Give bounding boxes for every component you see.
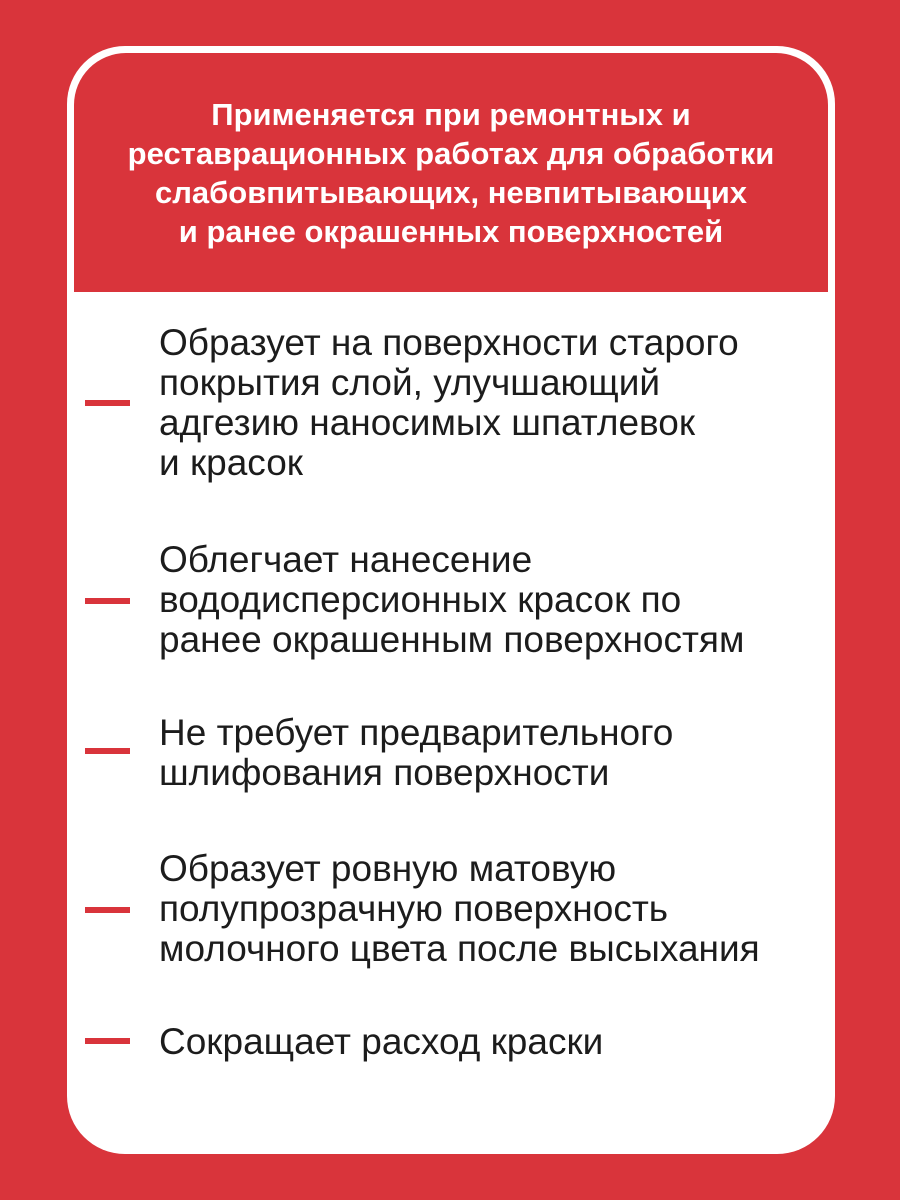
dash-icon — [85, 907, 130, 913]
dash-icon — [85, 598, 130, 604]
feature-text: Образует ровную матовую полупрозрачную поверхность молочного цвета после высыхания — [159, 848, 760, 969]
header-text: Применяется при ремонтных и реставрационных работах для обработки слабовпитывающих, невпитывающих и ранее окрашенных поверхностей — [127, 96, 775, 249]
feature-text: Не требует предварительного шлифования поверхности — [159, 712, 674, 793]
feature-text: Сокращает расход краски — [159, 1021, 604, 1062]
feature-text: Облегчает нанесение вододисперсионных красок по ранее окрашенным поверхностям — [159, 539, 745, 660]
dash-icon — [85, 400, 130, 406]
dash-icon — [85, 748, 130, 754]
card-header — [74, 53, 828, 292]
feature-text: Образует на поверхности старого покрытия слой, улучшающий адгезию наносимых шпатлевок и красок — [159, 322, 739, 483]
info-card — [67, 46, 835, 1154]
dash-icon — [85, 1038, 130, 1044]
